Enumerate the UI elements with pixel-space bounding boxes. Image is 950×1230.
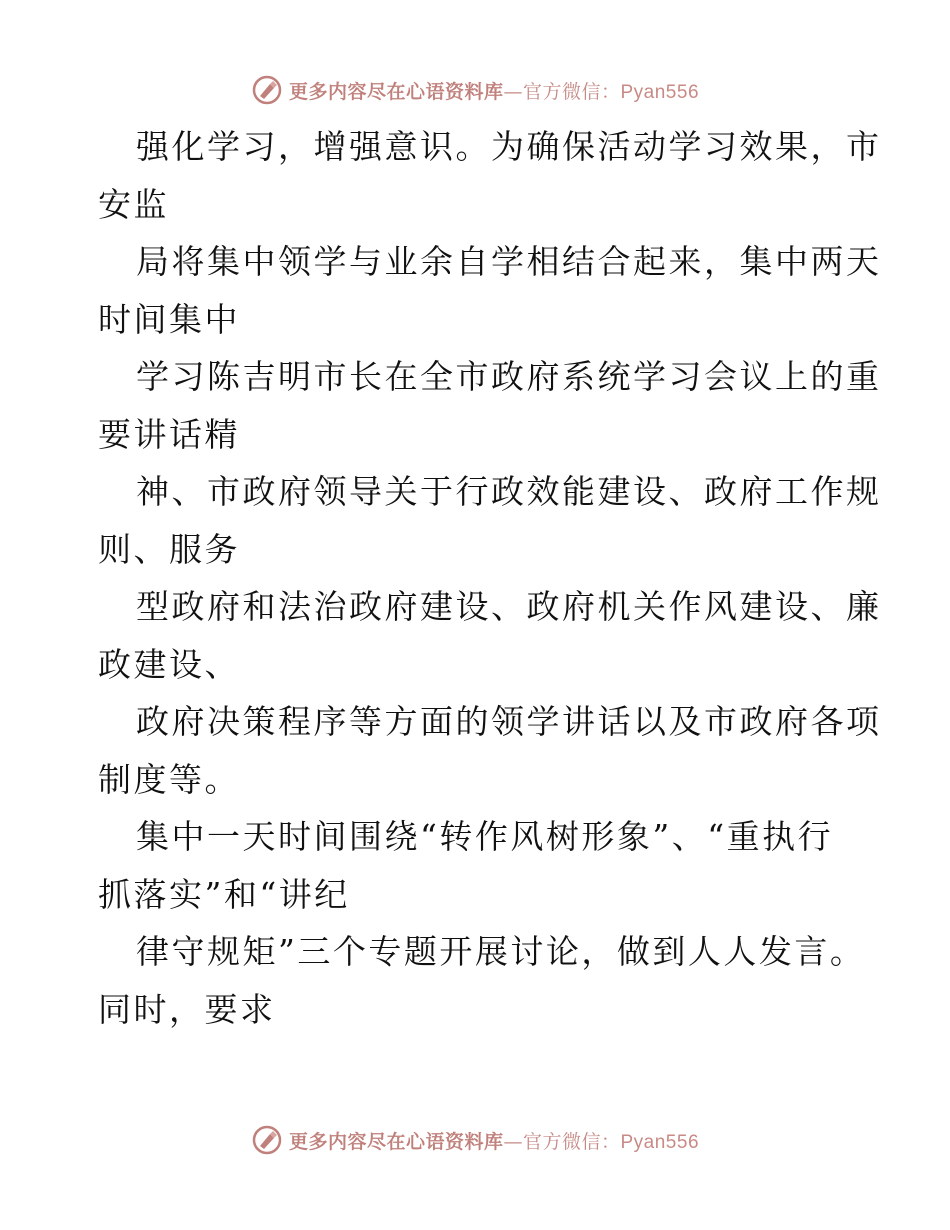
paragraph	[0, 578, 950, 693]
paragraph-line: 时间集中	[98, 299, 240, 339]
footer-watermark	[0, 1120, 950, 1160]
paragraph-line: 抓落实”和“讲纪	[98, 874, 350, 914]
paragraph	[0, 463, 950, 578]
paragraph-line: 制度等。	[98, 759, 240, 799]
paragraph-line: 型政府和法治政府建设、政府机关作风建设、廉	[136, 587, 882, 626]
watermark-text: 更多内容尽在心语资料库—官方微信：Pyan556	[288, 1130, 700, 1153]
paragraph-line: 政府决策程序等方面的领学讲话以及市政府各项	[136, 702, 882, 741]
paragraph	[0, 348, 950, 463]
paragraph-line: 强化学习，增强意识。为确保活动学习效果，市	[136, 127, 882, 166]
paragraph	[0, 923, 950, 1038]
document-body	[0, 118, 950, 1038]
paragraph-line: 学习陈吉明市长在全市政府系统学习会议上的重	[136, 357, 882, 396]
watermark-text: 更多内容尽在心语资料库—官方微信：Pyan556	[288, 80, 700, 103]
paragraph-line: 要讲话精	[98, 414, 240, 454]
pen-nib-logo-icon	[251, 74, 283, 106]
paragraph	[0, 693, 950, 808]
paragraph-line: 集中一天时间围绕“转作风树形象”、“重执行	[136, 817, 834, 856]
pen-nib-logo-icon	[251, 1124, 283, 1156]
paragraph-line: 同时，要求	[98, 989, 276, 1029]
paragraph	[0, 808, 950, 923]
paragraph	[0, 118, 950, 233]
header-watermark	[0, 70, 950, 110]
paragraph-line: 律守规矩”三个专题开展讨论，做到人人发言。	[136, 932, 866, 971]
paragraph-line: 则、服务	[98, 529, 240, 569]
paragraph-line: 政建设、	[98, 644, 240, 684]
paragraph-line: 局将集中领学与业余自学相结合起来，集中两天	[136, 242, 882, 281]
paragraph	[0, 233, 950, 348]
paragraph-line: 安监	[98, 184, 169, 224]
paragraph-line: 神、市政府领导关于行政效能建设、政府工作规	[136, 472, 882, 511]
